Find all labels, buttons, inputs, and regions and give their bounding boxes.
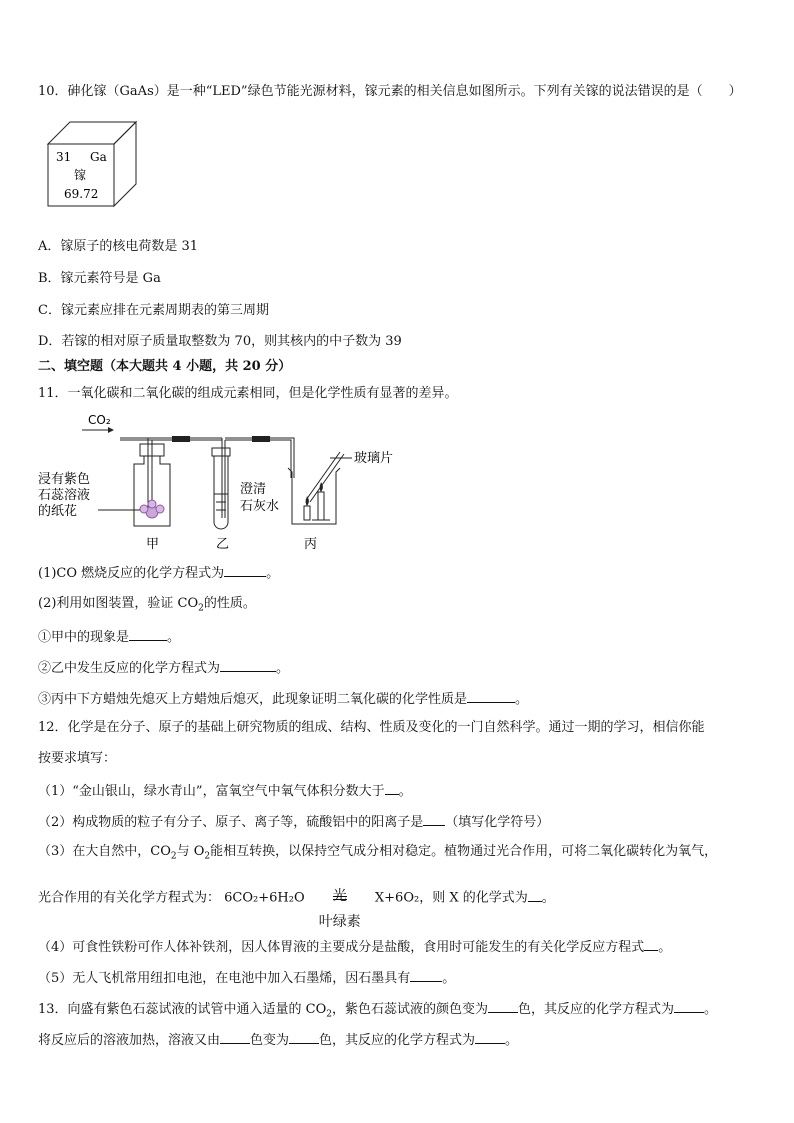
element-name: 镓	[74, 168, 87, 182]
answer-blank[interactable]	[410, 968, 442, 982]
label-limewater-2: 石灰水	[240, 499, 280, 514]
q10-stem: 10．砷化镓（GaAs）是一种“LED”绿色节能光源材料，镓元素的相关信息如图所示。下列有关镓的说法错误的是（ ）	[38, 84, 742, 99]
q12-part2: （2）构成物质的粒子有分子、原子、离子等，硫酸铝中的阳离子是 （填写化学符号）	[38, 812, 549, 832]
answer-blank[interactable]	[224, 563, 266, 577]
answer-blank[interactable]	[423, 812, 445, 826]
label-glass: 玻璃片	[354, 451, 394, 466]
label-bottle-b: 乙	[216, 537, 230, 552]
element-number: 31	[56, 150, 72, 164]
answer-blank[interactable]	[129, 627, 167, 641]
element-symbol: Ga	[90, 150, 107, 164]
q11-sub2: ②乙中发生反应的化学方程式为 。	[38, 658, 289, 678]
label-flower-2: 石蕊溶液	[38, 488, 91, 503]
q11-sub1: ①甲中的现象是 。	[38, 627, 180, 647]
answer-blank[interactable]	[644, 937, 658, 951]
equation-condition: 光 叶绿素	[318, 888, 361, 930]
label-flower-1: 浸有紫色	[38, 472, 91, 487]
label-bottle-c: 丙	[304, 537, 318, 552]
answer-blank[interactable]	[674, 999, 704, 1013]
q10-option-b: B．镓元素符号是 Ga	[38, 271, 161, 286]
q13-line1: 13．向盛有紫色石蕊试液的试管中通入适量的 $CO_2$，紫色石蕊试液的颜色变为 色，其反应的化学方程式为 。	[38, 999, 717, 1024]
q12-part3-line2: 光合作用的有关化学方程式为： 6CO₂+6H₂O 光 叶绿素 X+6O₂，则 X 的化学式为 。	[38, 878, 555, 919]
co2-label: CO₂	[88, 413, 111, 427]
element-mass: 69.72	[64, 187, 99, 201]
q12-part3-line1: （3）在大自然中，$CO_2$与 $O_2$能相互转换，以保持空气成分相对稳定。植物通过光合作用，可将二氧化碳转化为氧气，	[38, 844, 718, 862]
q13-line2: 将反应后的溶液加热，溶液又由 色变为 色，其反应的化学方程式为 。	[38, 1030, 518, 1050]
answer-blank[interactable]	[475, 1030, 505, 1044]
answer-blank[interactable]	[220, 1030, 250, 1044]
candle-lower-icon	[304, 496, 310, 520]
equation-right: X+6O₂	[374, 890, 420, 906]
section-title: 二、填空题（本大题共 4 小题，共 20 分）	[38, 359, 292, 374]
q11-apparatus-figure	[36, 406, 406, 554]
q12-part4: （4）可食性铁粉可作人体补铁剂，因人体胃液的主要成分是盐酸，食用时可能发生的有关化学反应方程式 。	[38, 937, 671, 957]
q11-stem: 11．一氧化碳和二氧化碳的组成元素相同，但是化学性质有显著的差异。	[38, 386, 458, 401]
answer-blank[interactable]	[528, 888, 542, 902]
answer-blank[interactable]	[488, 999, 518, 1013]
element-card	[44, 118, 140, 210]
q12-stem-line1: 12．化学是在分子、原子的基础上研究物质的组成、结构、性质及变化的一门自然科学。通过一期的学习，相信你能	[38, 720, 705, 735]
answer-blank[interactable]	[467, 689, 515, 703]
equation-left: 6CO₂+6H₂O	[224, 890, 305, 906]
q11-sub3: ③丙中下方蜡烛先熄灭上方蜡烛后熄灭，此现象证明二氧化碳的化学性质是 。	[38, 689, 528, 709]
q10-option-a: A．镓原子的核电荷数是 31	[38, 239, 199, 254]
label-limewater-1: 澄清	[240, 482, 267, 497]
q12-stem-line2: 按要求填写：	[38, 751, 117, 766]
q11-part1: (1)CO 燃烧反应的化学方程式为 。	[38, 563, 279, 583]
paper-flower-icon	[140, 500, 164, 518]
label-flower-3: 的纸花	[38, 504, 78, 519]
q10-option-d: D．若镓的相对原子质量取整数为 70，则其核内的中子数为 39	[38, 334, 402, 349]
answer-blank[interactable]	[385, 781, 399, 795]
answer-blank[interactable]	[220, 658, 276, 672]
answer-blank[interactable]	[289, 1030, 319, 1044]
q11-part2: (2)利用如图装置，验证 $CO_2$的性质。	[38, 596, 256, 614]
q12-part5: （5）无人飞机常用纽扣电池，在电池中加入石墨烯，因石墨具有 。	[38, 968, 455, 988]
q10-option-c: C．镓元素应排在元素周期表的第三周期	[38, 303, 269, 318]
q12-part1: （1）“金山银山，绿水青山”，富氧空气中氧气体积分数大于 。	[38, 781, 412, 801]
label-bottle-a: 甲	[146, 537, 160, 552]
